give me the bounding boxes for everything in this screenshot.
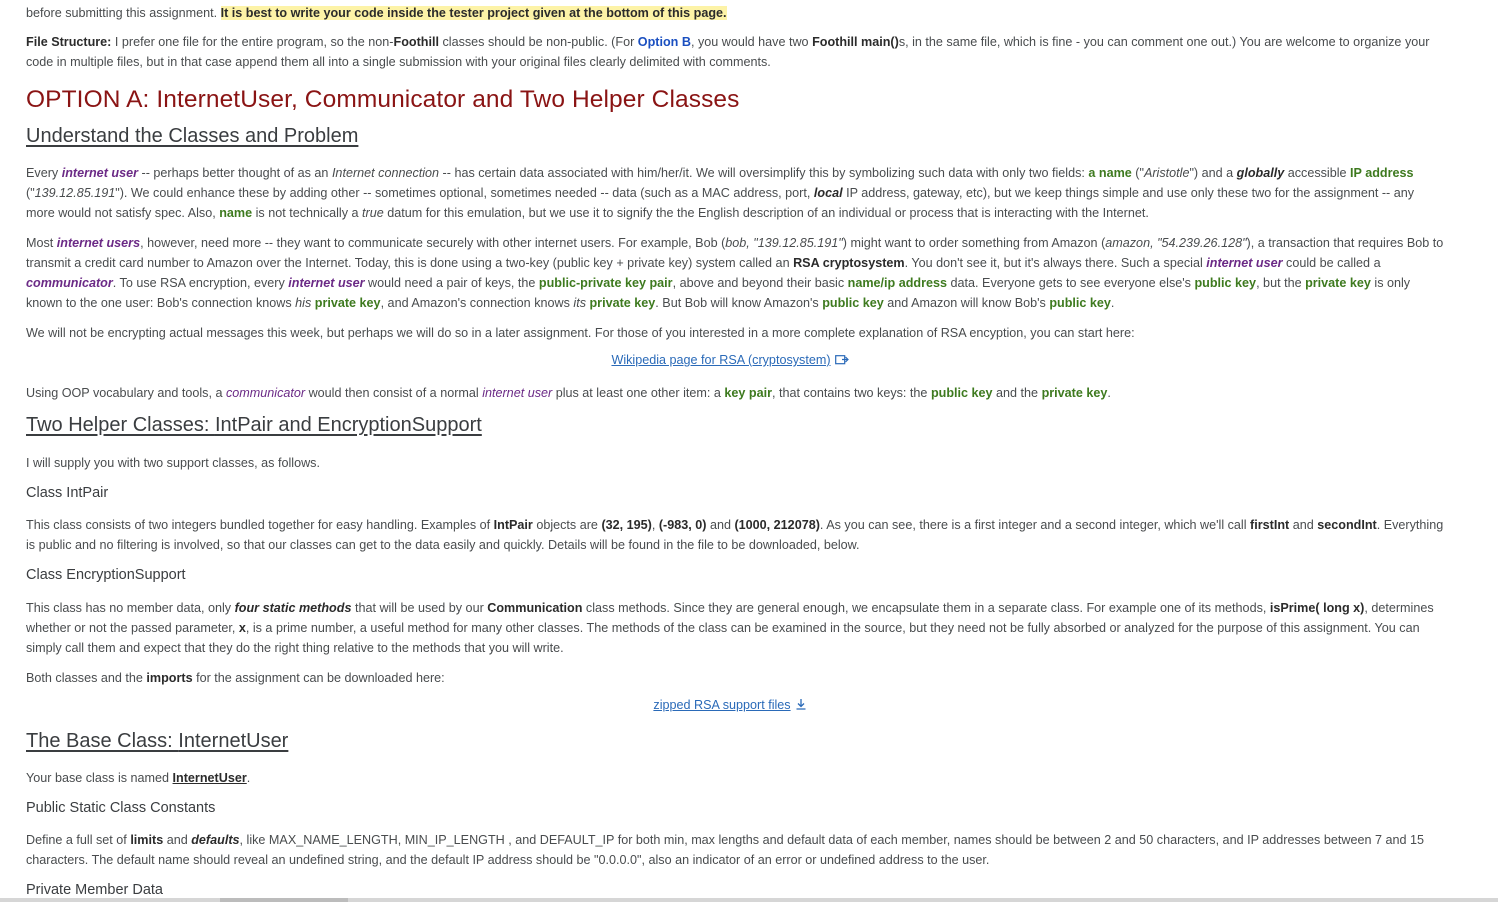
text: This class consists of two integers bundled together for easy handling. Examples of (26, 518, 494, 532)
text: , and Amazon's connection knows (380, 296, 574, 310)
internet-user-term: internet user (1206, 256, 1283, 270)
internetuser-term: InternetUser (172, 771, 247, 785)
communication-term: Communication (487, 601, 583, 615)
base-class-heading (26, 730, 288, 753)
foothill-main-term: Foothill main() (812, 35, 899, 49)
text: Most (26, 236, 57, 250)
four-static-methods-term: four static methods (234, 601, 352, 615)
a-name-term: a name (1088, 166, 1132, 180)
paragraph-file-structure (26, 32, 1446, 72)
text: is only known to the one user: Bob's connection knows (26, 276, 1411, 310)
text: that will be used by our (351, 601, 488, 615)
bob-example: bob, "139.12.85.191" (725, 236, 843, 250)
text: Define a full set of (26, 833, 131, 847)
text: . But Bob will know Amazon's (655, 296, 823, 310)
heading-text: InternetUser (178, 730, 289, 752)
wikipedia-link-text[interactable]: Wikipedia page for RSA (cryptosystem) (611, 353, 831, 367)
globally-term: globally (1236, 166, 1285, 180)
paragraph-base-class-name (26, 768, 1446, 788)
rsa-term: RSA cryptosystem (793, 256, 905, 270)
text: is not technically a (252, 206, 363, 220)
his-term: his (295, 296, 312, 310)
limits-term: limits (130, 833, 164, 847)
zipped-rsa-files-link[interactable] (26, 698, 1434, 713)
text: and (1289, 518, 1318, 532)
text: "). We could enhance these by adding other -- sometimes optional, sometimes needed -- data (such as a MAC address, port, (115, 186, 814, 200)
text: and (163, 833, 192, 847)
paragraph-encryption-support (26, 598, 1446, 658)
text: , above and beyond their basic (672, 276, 848, 290)
aristotle-example: Aristotle (1143, 166, 1190, 180)
intpair-subheading: Class IntPair (26, 485, 109, 501)
understand-heading: Understand the Classes and Problem (26, 125, 359, 147)
text: s, in the same file, which is fine - you can comment one out.) You are welcome to organize your code in multiple files, but in that case append them all into a single submission with your original files clearly delimited with comments. (26, 35, 1430, 69)
private-key-term: private key (314, 296, 381, 310)
option-a-heading: OPTION A: InternetUser, Communicator and Two Helper Classes (26, 86, 740, 113)
text: could be called a (1282, 256, 1381, 270)
intpair-example: (1000, 212078) (734, 518, 820, 532)
text: class methods. Since they are general enough, we encapsulate them in a separate class. For example one of its methods, (582, 601, 1270, 615)
text: Both classes and the (26, 671, 147, 685)
option-b-term: Option B (637, 35, 691, 49)
heading-text: IntPair and EncryptionSupport (214, 414, 482, 436)
private-member-data-subheading: Private Member Data (26, 882, 163, 898)
public-key-term: public key (822, 296, 884, 310)
paragraph-before-submitting (26, 3, 1446, 23)
scrollbar-thumb[interactable] (220, 898, 348, 902)
isprime-term: isPrime( long x) (1269, 601, 1365, 615)
firstint-term: firstInt (1250, 518, 1290, 532)
internet-user-term: internet user (61, 166, 138, 180)
text: accessible (1284, 166, 1351, 180)
key-pair-term: key pair (724, 386, 773, 400)
public-key-term: public key (930, 386, 993, 400)
internet-user-term: internet user (482, 386, 553, 400)
highlighted-note: It is best to write your code inside the tester project given at the bottom of this page. (220, 6, 727, 20)
text: ") and a (1189, 166, 1237, 180)
text: Your base class is named (26, 771, 173, 785)
name-ip-address-term: name/ip address (847, 276, 948, 290)
intpair-example: (-983, 0) (658, 518, 707, 532)
public-key-term: public key (1194, 276, 1257, 290)
text: , you would have two (690, 35, 813, 49)
heading-text: Two Helper Classes: (26, 414, 215, 436)
text: . To use RSA encryption, every (112, 276, 289, 290)
text: and the (992, 386, 1042, 400)
text: objects are (532, 518, 602, 532)
true-term: true (362, 206, 384, 220)
name-term: name (219, 206, 253, 220)
text: I prefer one file for the entire program, so the non- (111, 35, 394, 49)
paragraph-helpers-intro: I will supply you with two support classes, as follows. (26, 456, 320, 470)
internet-users-term: internet users (56, 236, 141, 250)
text: Using OOP vocabulary and tools, a (26, 386, 226, 400)
intpair-term: IntPair (493, 518, 533, 532)
text: -- has certain data associated with him/her/it. We will oversimplify this by symbolizing such data with only two fields: (439, 166, 1089, 180)
text: , but the (1256, 276, 1306, 290)
paragraph-rsa-explanation: We will not be encrypting actual messages this week, but perhaps we will do so in a later assignment. For those of you interested in a more complete explanation of RSA encyption, you can start here: (26, 326, 1135, 340)
text: , that contains two keys: the (772, 386, 931, 400)
paragraph-constants (26, 830, 1446, 870)
intpair-example: (32, 195) (601, 518, 652, 532)
private-key-term: private key (1305, 276, 1371, 290)
paragraph-most-internet-users (26, 233, 1446, 313)
ip-example: 139.12.85.191 (34, 186, 116, 200)
communicator-term: communicator (225, 386, 306, 400)
text: -- perhaps better thought of as an (138, 166, 332, 180)
private-key-term: private key (589, 296, 656, 310)
wikipedia-rsa-link[interactable] (26, 353, 1434, 368)
text: for the assignment can be downloaded here: (192, 671, 445, 685)
text: . (1107, 386, 1111, 400)
text: This class has no member data, only (26, 601, 235, 615)
zip-link-text[interactable]: zipped RSA support files (653, 698, 791, 712)
text: before submitting this assignment. (26, 6, 221, 20)
paragraph-download-intro (26, 668, 1446, 688)
defaults-term: defaults (191, 833, 240, 847)
public-private-key-pair-term: public-private key pair (538, 276, 673, 290)
internet-connection-term: Internet connection (331, 166, 440, 180)
text: (" (1131, 166, 1144, 180)
helper-classes-heading (26, 414, 482, 437)
secondint-term: secondInt (1317, 518, 1377, 532)
text: plus at least one other item: a (552, 386, 725, 400)
text: , is a prime number, a useful method for many other classes. The methods of the class can be examined in the source, but they need not be fully absorbed or analyzed for the purpose of this assignment. You can simply call them and expect that they do the right thing relative to the methods that you will write. (26, 621, 1420, 655)
local-term: local (813, 186, 843, 200)
paragraph-oop-vocabulary (26, 383, 1446, 403)
communicator-term: communicator (26, 276, 113, 290)
download-icon (795, 698, 807, 713)
paragraph-intpair (26, 515, 1446, 555)
foothill-term: Foothill (393, 35, 439, 49)
text: . (246, 771, 251, 785)
text: ) might want to order something from Amazon ( (842, 236, 1106, 250)
text: , determines whether or not the passed parameter, (26, 601, 1434, 635)
text: . As you can see, there is a first integer and a second integer, which we'll call (819, 518, 1251, 532)
its-term: its (573, 296, 586, 310)
amazon-example: amazon, "54.239.26.128" (1105, 236, 1247, 250)
imports-term: imports (146, 671, 193, 685)
text: datum for this emulation, but we use it to signify the the English description of an individual or process that is interacting with the Internet. (383, 206, 1149, 220)
text: and Amazon will know Bob's (883, 296, 1050, 310)
text: ), a transaction that requires Bob to transmit a credit card number to Amazon over the Internet. Today, this is done using a two-key (public key + private key) system called an (26, 236, 1444, 270)
text: would need a pair of keys, the (364, 276, 539, 290)
public-static-constants-subheading: Public Static Class Constants (26, 800, 216, 816)
external-link-icon (835, 354, 849, 368)
text: , (651, 518, 659, 532)
text: classes should be non-public. (For (438, 35, 638, 49)
file-structure-label: File Structure: (26, 35, 112, 49)
text: , however, need more -- they want to communicate securely with other internet users. For example, Bob ( (140, 236, 726, 250)
ip-address-term: IP address (1350, 166, 1414, 180)
text: . You don't see it, but it's always there. Such a special (904, 256, 1207, 270)
horizontal-scrollbar[interactable] (0, 898, 1498, 902)
text: and (706, 518, 735, 532)
text: . (1110, 296, 1115, 310)
paragraph-internet-user (26, 163, 1446, 223)
text: would then consist of a normal (305, 386, 483, 400)
text: Every (26, 166, 62, 180)
text: . Everything is public and no filtering is involved, so that our classes can get to the data easily and quickly. Details will be found in the file to be downloaded, below. (26, 518, 1444, 552)
heading-text: The Base Class: (26, 730, 179, 752)
private-key-term: private key (1041, 386, 1108, 400)
text: data. Everyone gets to see everyone else's (947, 276, 1195, 290)
public-key-term: public key (1049, 296, 1111, 310)
encryption-support-subheading: Class EncryptionSupport (26, 567, 186, 583)
text: , like MAX_NAME_LENGTH, MIN_IP_LENGTH , and DEFAULT_IP for both min, max lengths and default data of each member, names should be between 2 and 50 characters, and IP addresses between 7 and 15 characters. The default name should reveal an undefined string, and the default IP address should be "0.0.0.0", also an indicator of an error or undefined address to the user. (26, 833, 1424, 867)
text: IP address, gateway, etc), but we keep things simple and use only these two for the assignment -- any more would not satisfy spec. Also, (26, 186, 1415, 220)
text: (" (26, 186, 35, 200)
x-term: x (238, 621, 246, 635)
internet-user-term: internet user (288, 276, 365, 290)
